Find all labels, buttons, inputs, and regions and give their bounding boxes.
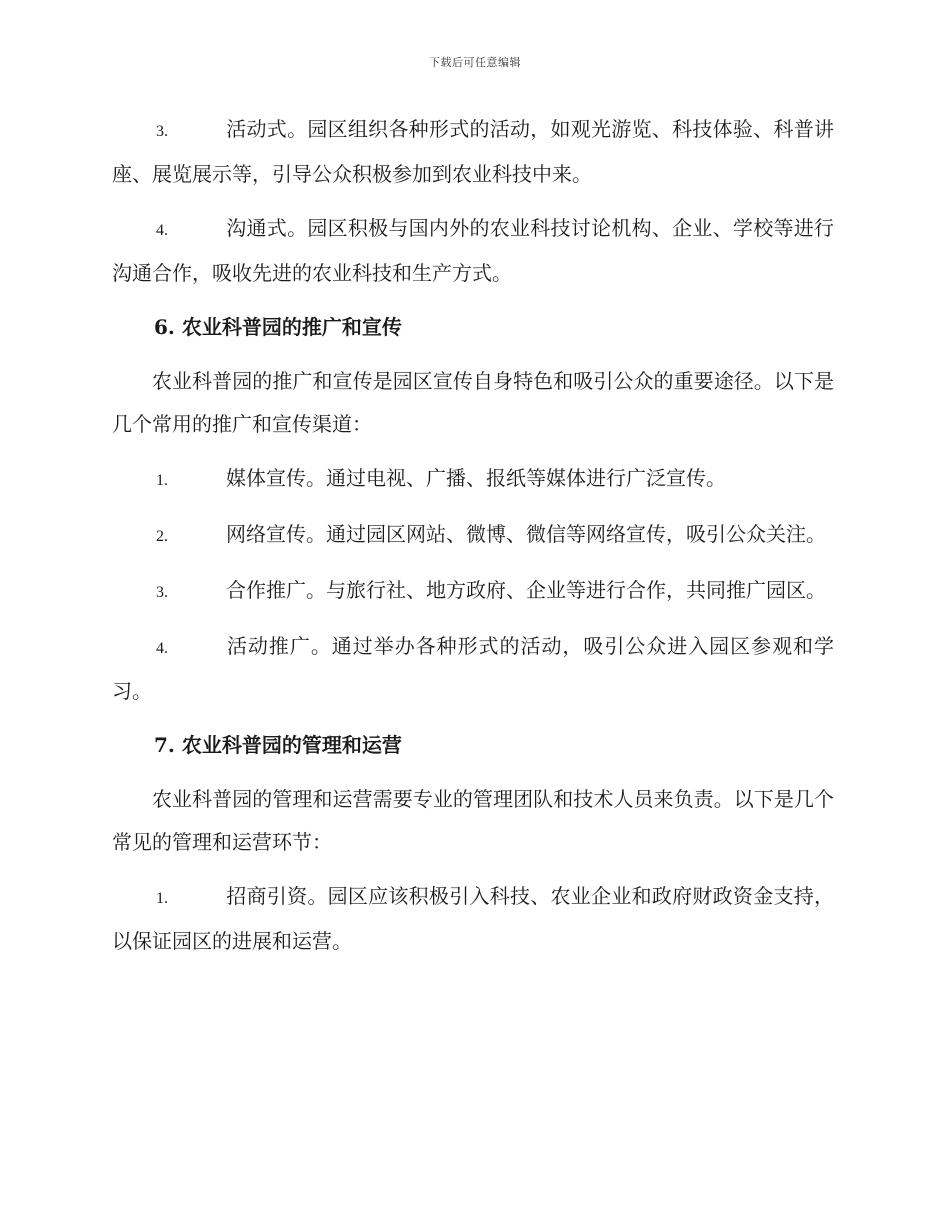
list-text: 沟通式。园区积极与国内外的农业科技讨论机构、企业、学校等进行沟通合作，吸收先进的农业科技和生产方式。 xyxy=(112,216,834,285)
list-text: 合作推广。与旅行社、地方政府、企业等进行合作，共同推广园区。 xyxy=(226,578,826,602)
list-text: 招商引资。园区应该积极引入科技、农业企业和政府财政资金支持，以保证园区的进展和运营。 xyxy=(112,884,834,953)
list-item xyxy=(112,207,834,295)
paragraph: 农业科普园的推广和宣传是园区宣传自身特色和吸引公众的重要途径。以下是几个常用的推广和宣传渠道： xyxy=(112,369,834,436)
page-header: 下载后可任意编辑 xyxy=(429,56,521,69)
list-item xyxy=(112,875,834,963)
list-number: 3. xyxy=(156,123,168,140)
list-item xyxy=(112,569,834,614)
list-number: 1. xyxy=(156,472,168,489)
list-item xyxy=(112,513,834,558)
paragraph: 农业科普园的管理和运营需要专业的管理团队和技术人员来负责。以下是几个常见的管理和运营环节： xyxy=(112,787,834,854)
list-text: 网络宣传。通过园区网站、微博、微信等网络宣传，吸引公众关注。 xyxy=(226,522,826,546)
list-number: 1. xyxy=(156,890,168,907)
section-heading: 6. 农业科普园的推广和宣传 xyxy=(154,315,402,339)
list-number: 4. xyxy=(156,640,168,657)
section-heading: 7. 农业科普园的管理和运营 xyxy=(154,733,402,757)
list-text: 活动式。园区组织各种形式的活动，如观光游览、科技体验、科普讲座、展览展示等，引导公众积极参加到农业科技中来。 xyxy=(112,117,834,186)
list-item xyxy=(112,457,834,502)
document-body xyxy=(112,108,834,974)
list-number: 4. xyxy=(156,222,168,239)
list-number: 3. xyxy=(156,584,168,601)
list-text: 媒体宣传。通过电视、广播、报纸等媒体进行广泛宣传。 xyxy=(226,466,726,490)
list-text: 活动推广。通过举办各种形式的活动，吸引公众进入园区参观和学习。 xyxy=(112,634,834,703)
list-item xyxy=(112,625,834,713)
list-item xyxy=(112,108,834,196)
list-number: 2. xyxy=(156,528,168,545)
